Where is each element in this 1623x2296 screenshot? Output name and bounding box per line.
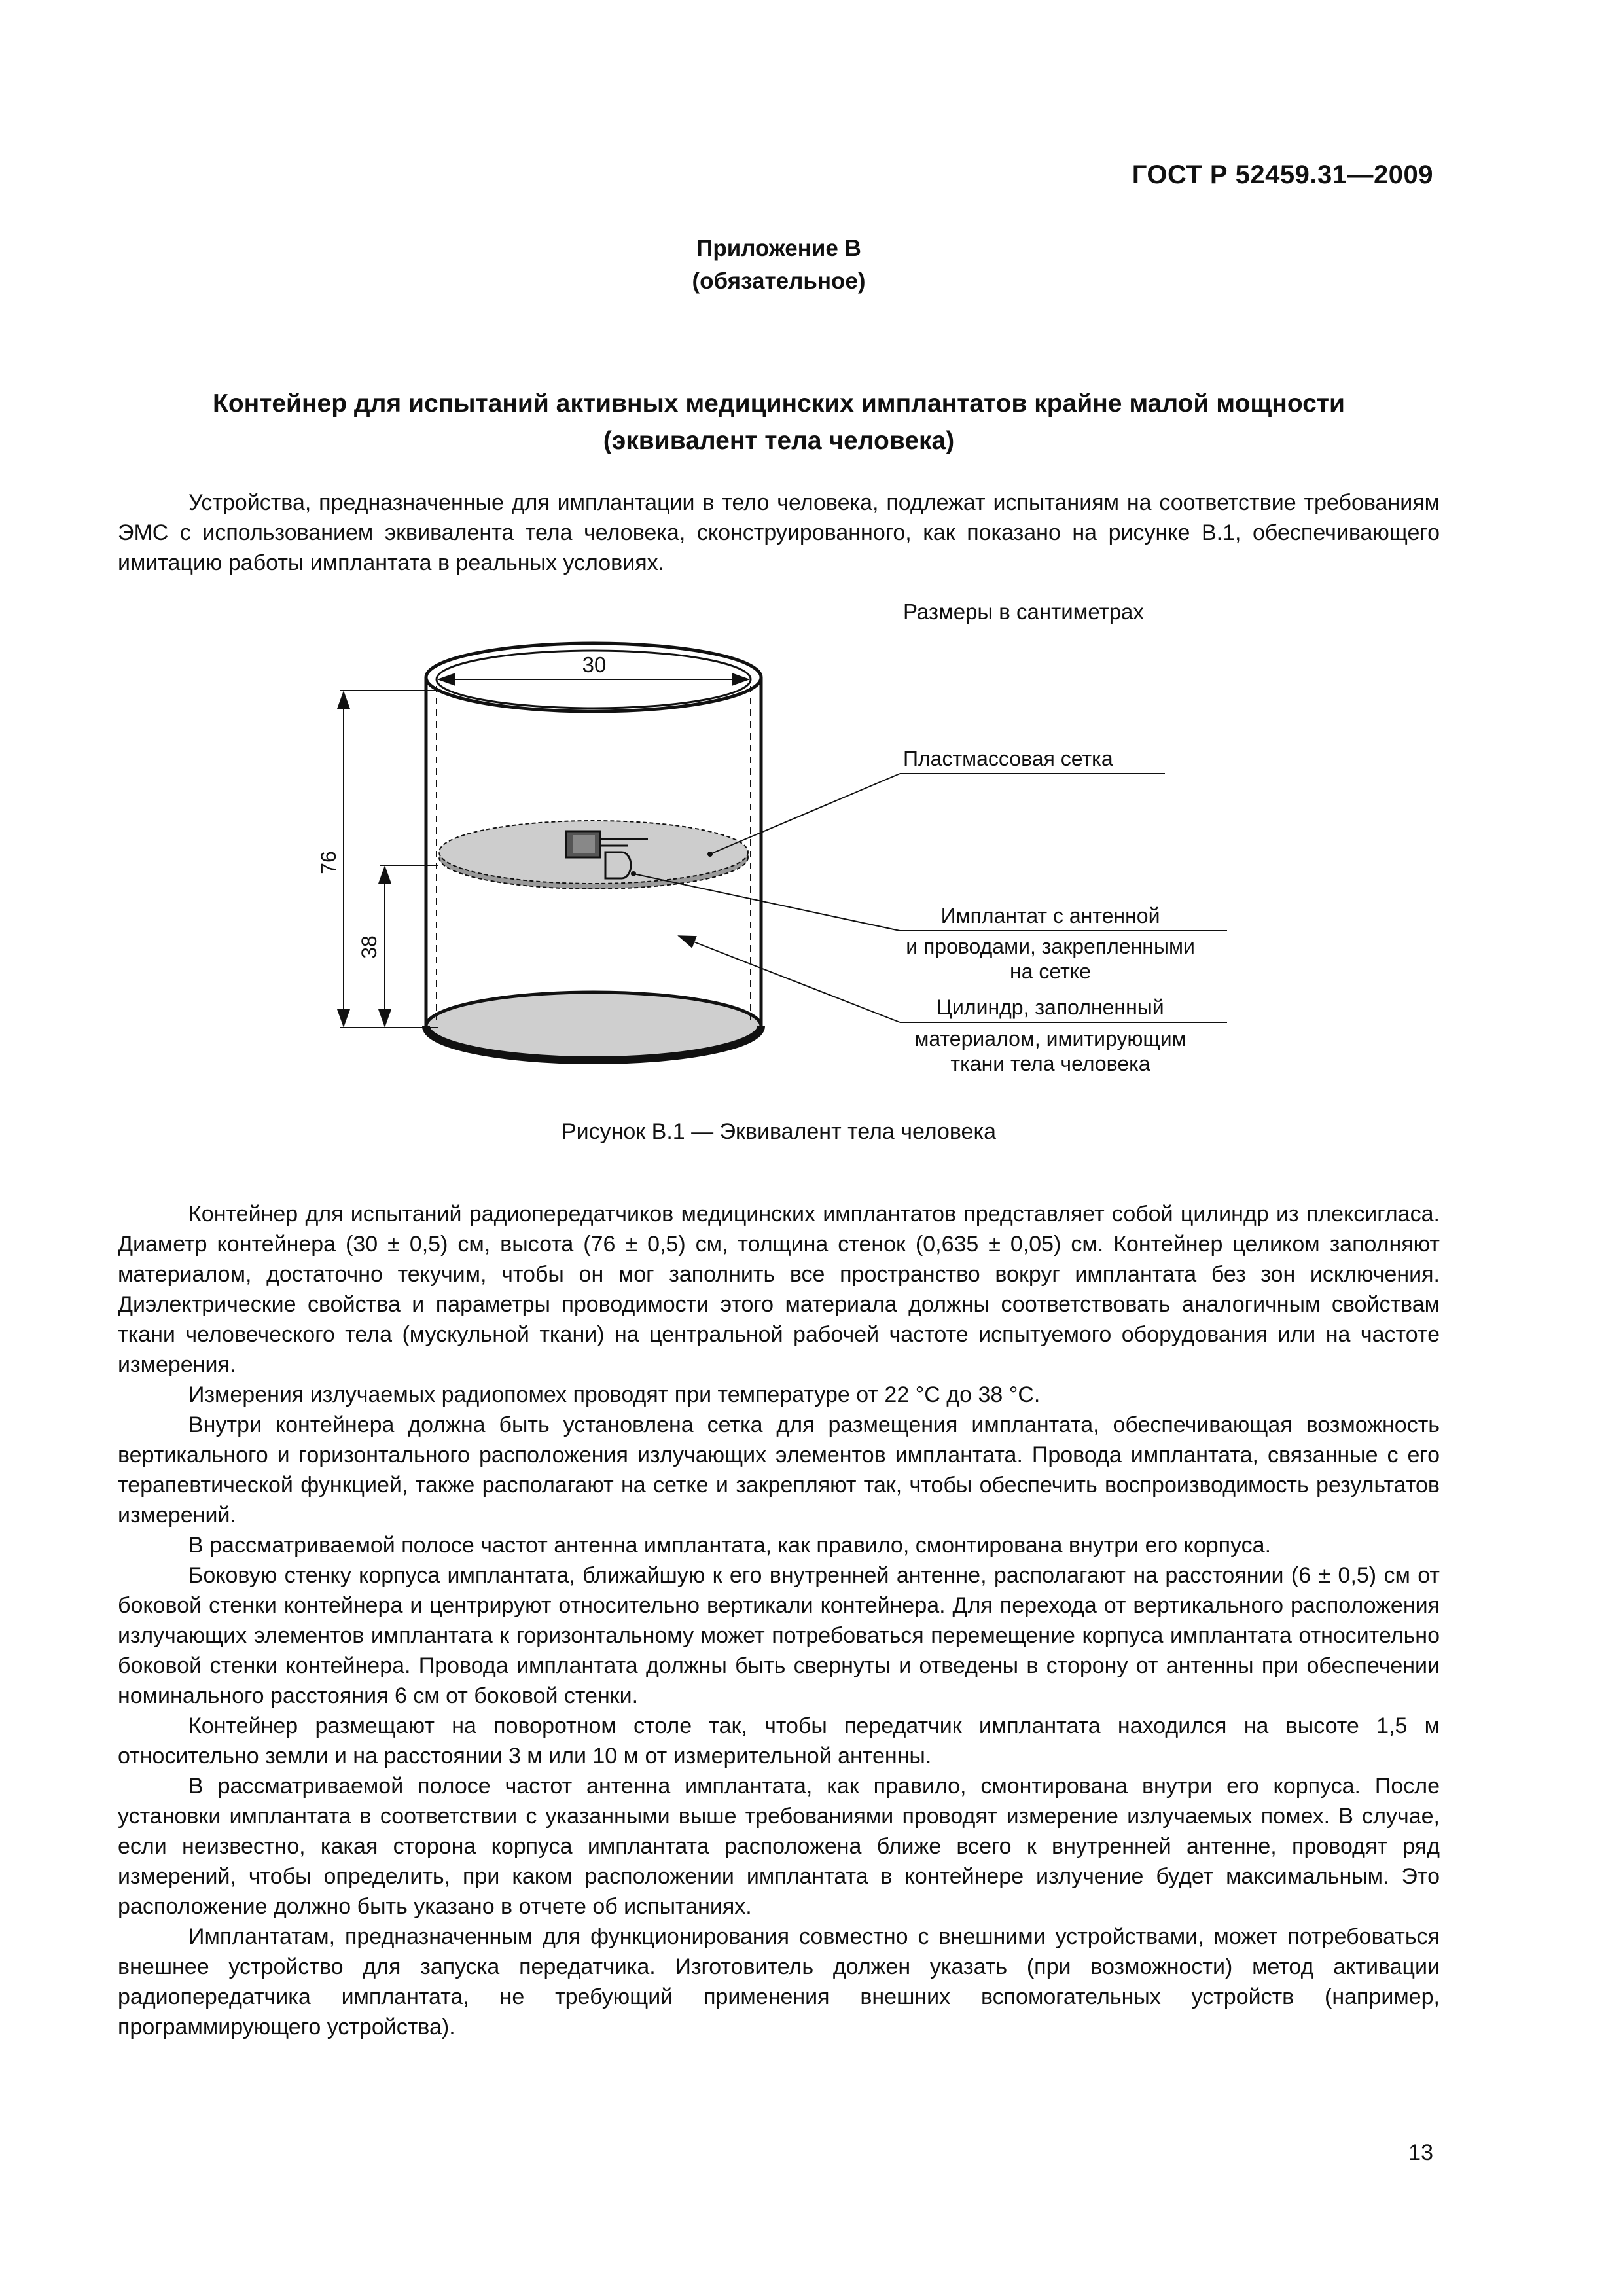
- appendix-heading: [0, 232, 1558, 298]
- body-paragraph: В рассматриваемой полосе частот антенна имплантата, как правило, смонтирована внутри его корпуса.: [188, 1533, 1272, 1558]
- intro-paragraph: [118, 488, 1440, 578]
- body-paragraph: Измерения излучаемых радиопомех проводят при температуре от 22 °С до 38 °С.: [188, 1382, 1041, 1407]
- dim-height-grid-label: 38: [357, 935, 381, 959]
- label-cylinder-line1: Цилиндр, заполненный: [936, 996, 1164, 1019]
- section-title-line2: (эквивалент тела человека): [603, 427, 955, 455]
- label-grid: Пластмассовая сетка: [903, 747, 1113, 770]
- body-paragraph: В рассматриваемой полосе частот антенна имплантата, как правило, смонтирована внутри его корпуса. После установки имплантата в соответствии с указанными выше требованиями проводят измерение излучаемых помех. В случае, если неизвестно, какая сторона корпуса имплантата расположена ближе всего к внутренней антенне, проводят ряд измерений, чтобы определить, при каком расположении имплантата в контейнере излучение будет максимальным. Это расположение должно быть указано в отчете об испытаниях.: [118, 1774, 1440, 1919]
- body-paragraph: Внутри контейнера должна быть установлена сетка для размещения имплантата, обеспечивающая возможность вертикального и горизонтального расположения излучающих элементов имплантата. Провода имплантата, связанные с его терапевтической функцией, также располагают на сетке и закрепляют так, чтобы обеспечить воспроизводимость результатов измерений.: [118, 1412, 1440, 1528]
- label-implant-line2: и проводами, закрепленными: [906, 935, 1195, 958]
- appendix-status: (обязательное): [692, 268, 866, 294]
- body-paragraph: Контейнер размещают на поворотном столе так, чтобы передатчик имплантата находился на высоте 1,5 м относительно земли и на расстоянии 3 м или 10 м от измерительной антенны.: [118, 1713, 1440, 1768]
- standard-header: ГОСТ Р 52459.31—2009: [1132, 160, 1433, 189]
- dim-diameter-label: 30: [582, 653, 607, 677]
- label-cylinder-line3: ткани тела человека: [950, 1052, 1150, 1075]
- dimension-diameter: [438, 653, 749, 679]
- figure-caption: Рисунок В.1 — Эквивалент тела человека: [561, 1119, 996, 1144]
- appendix-title: Приложение В: [696, 236, 861, 261]
- section-title: [118, 385, 1440, 459]
- body-text: [118, 1199, 1440, 2042]
- dimension-height-total: [317, 691, 438, 1028]
- label-cylinder-line2: материалом, имитирующим: [914, 1027, 1186, 1050]
- body-paragraph: Имплантатам, предназначенным для функционирования совместно с внешними устройствами, может потребоваться внешнее устройство для запуска передатчика. Изготовитель должен указать (при возможности) метод активации радиопередатчика имплантата, не требующий применения внешних вспомогательных устройств (например, программирующего устройства).: [118, 1924, 1440, 2039]
- page-number: 13: [1408, 2140, 1433, 2165]
- label-implant-line1: Имплантат с антенной: [940, 904, 1160, 927]
- label-implant-line3: на сетке: [1010, 960, 1091, 983]
- body-paragraph: Контейнер для испытаний радиопередатчиков медицинских имплантатов представляет собой цилиндр из плексигласа. Диаметр контейнера (30 ± 0,5) см, высота (76 ± 0,5) см, толщина стенок (0,635 ± 0,05) см. Контейнер целиком заполняют материалом, достаточно текучим, чтобы он мог заполнить все пространство вокруг имплантата без зон исключения. Диэлектрические свойства и параметры проводимости этого материала должны соответствовать аналогичным свойствам ткани человеческого тела (мускульной ткани) на центральной рабочей частоте испытуемого оборудования или на частоте измерения.: [118, 1202, 1440, 1377]
- dim-height-total-label: 76: [317, 851, 340, 874]
- section-title-line1: Контейнер для испытаний активных медицинских имплантатов крайне малой мощности: [213, 389, 1345, 418]
- body-paragraph: Боковую стенку корпуса имплантата, ближайшую к его внутренней антенне, располагают на расстоянии (6 ± 0,5) см от боковой стенки контейнера и центрируют относительно вертикали контейнера. Для перехода от вертикального расположения излучающих элементов имплантата к горизонтальному может потребоваться перемещение корпуса имплантата относительно боковой стенки контейнера. Провода имплантата должны быть свернуты и отведены в сторону от антенны при обеспечении номинального расстояния 6 см от боковой стенки.: [118, 1563, 1440, 1708]
- figure-human-body-equivalent: [281, 609, 1289, 1086]
- units-note: Размеры в сантиметрах: [903, 600, 1144, 624]
- intro-text: Устройства, предназначенные для имплантации в тело человека, подлежат испытаниям на соответствие требованиям ЭМС с использованием эквивалента тела человека, сконструированного, как показано на рисунке В.1, обеспечивающего имитацию работы имплантата в реальных условиях.: [118, 490, 1440, 575]
- callout-grid: [707, 747, 1165, 857]
- callout-implant: [631, 871, 1227, 983]
